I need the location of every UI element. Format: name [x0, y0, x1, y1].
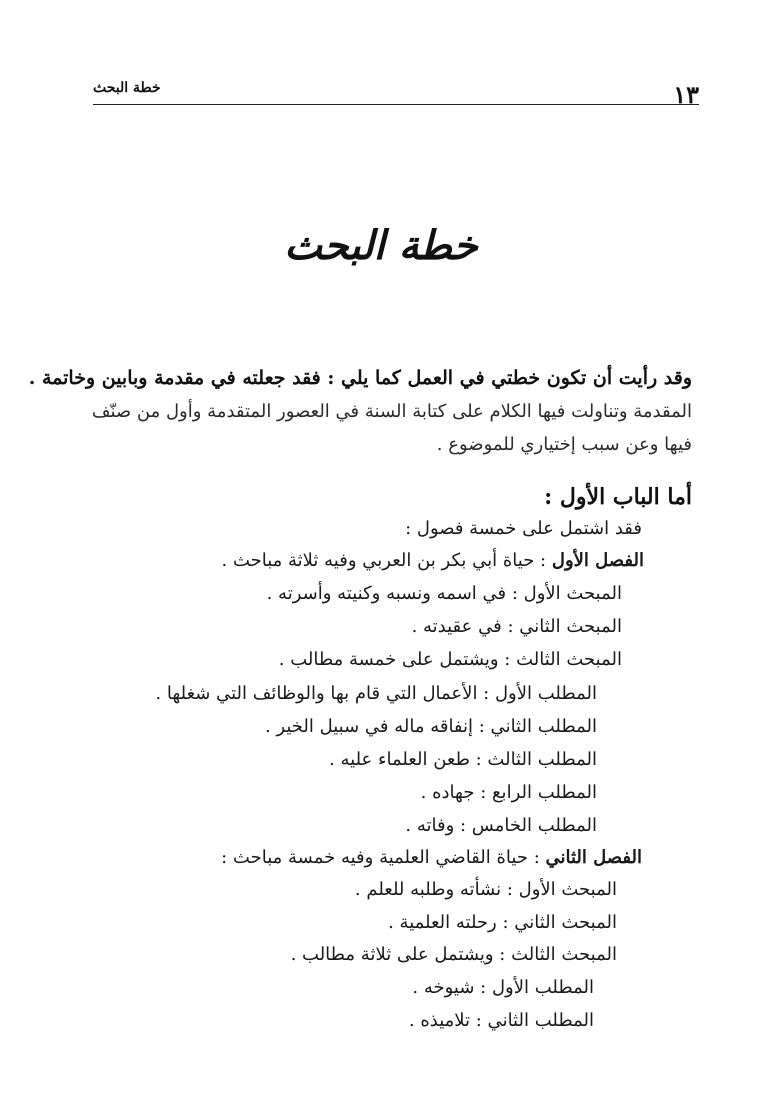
chapter-two-item: المبحث الثاني : رحلته العلمية .	[388, 912, 617, 933]
chapter-two-item: المبحث الأول : نشأته وطلبه للعلم .	[354, 879, 617, 900]
chapter-one-subitem: المطلب الثالث : طعن العلماء عليه .	[329, 749, 597, 770]
chapter-two-subitem: المطلب الأول : شيوخه .	[412, 977, 594, 998]
chapter-one-subitem: المطلب الرابع : جهاده .	[420, 782, 597, 803]
chapter-one-item: المبحث الأول : في اسمه ونسبه وكنيته وأسرته .	[266, 583, 622, 604]
chapter-two-text: : حياة القاضي العلمية وفيه خمسة مباحث :	[221, 847, 546, 868]
chapter-two-item: المبحث الثالث : ويشتمل على ثلاثة مطالب .	[290, 944, 617, 965]
part-one-heading: أما الباب الأول :	[544, 484, 692, 510]
part-one-intro: فقد اشتمل على خمسة فصول :	[405, 518, 642, 539]
intro-line-3: فيها وعن سبب إختياري للموضوع .	[436, 434, 692, 455]
chapter-one-item: المبحث الثاني : في عقيدته .	[411, 616, 622, 637]
chapter-one-subitem: المطلب الخامس : وفاته .	[405, 815, 597, 836]
chapter-one-subitem: المطلب الثاني : إنفاقه ماله في سبيل الخير .	[264, 716, 597, 737]
chapter-one-subitem: المطلب الأول : الأعمال التي قام بها والوظائف التي شغلها .	[155, 683, 597, 704]
page-number: ١٣	[673, 80, 699, 109]
running-head: خطة البحث	[93, 80, 161, 96]
chapter-one-label: الفصل الأول	[551, 550, 644, 571]
chapter-two-subitem: المطلب الثاني : تلاميذه .	[408, 1010, 594, 1031]
intro-line-1: وقد رأيت أن تكون خطتي في العمل كما يلي : فقد جعلته في مقدمة وبابين وخاتمة .	[28, 367, 692, 389]
chapter-one-text: : حياة أبي بكر بن العربي وفيه ثلاثة مباحث .	[221, 550, 552, 571]
chapter-two-label: الفصل الثاني	[545, 847, 642, 868]
chapter-one-line	[222, 550, 645, 571]
chapter-two-line	[221, 847, 642, 868]
page-header	[93, 76, 699, 109]
chapter-title: خطة البحث	[284, 222, 478, 269]
intro-line-2: المقدمة وتناولت فيها الكلام على كتابة السنة في العصور المتقدمة وأول من صنّف	[91, 401, 692, 422]
chapter-one-item: المبحث الثالث : ويشتمل على خمسة مطالب .	[278, 649, 622, 670]
